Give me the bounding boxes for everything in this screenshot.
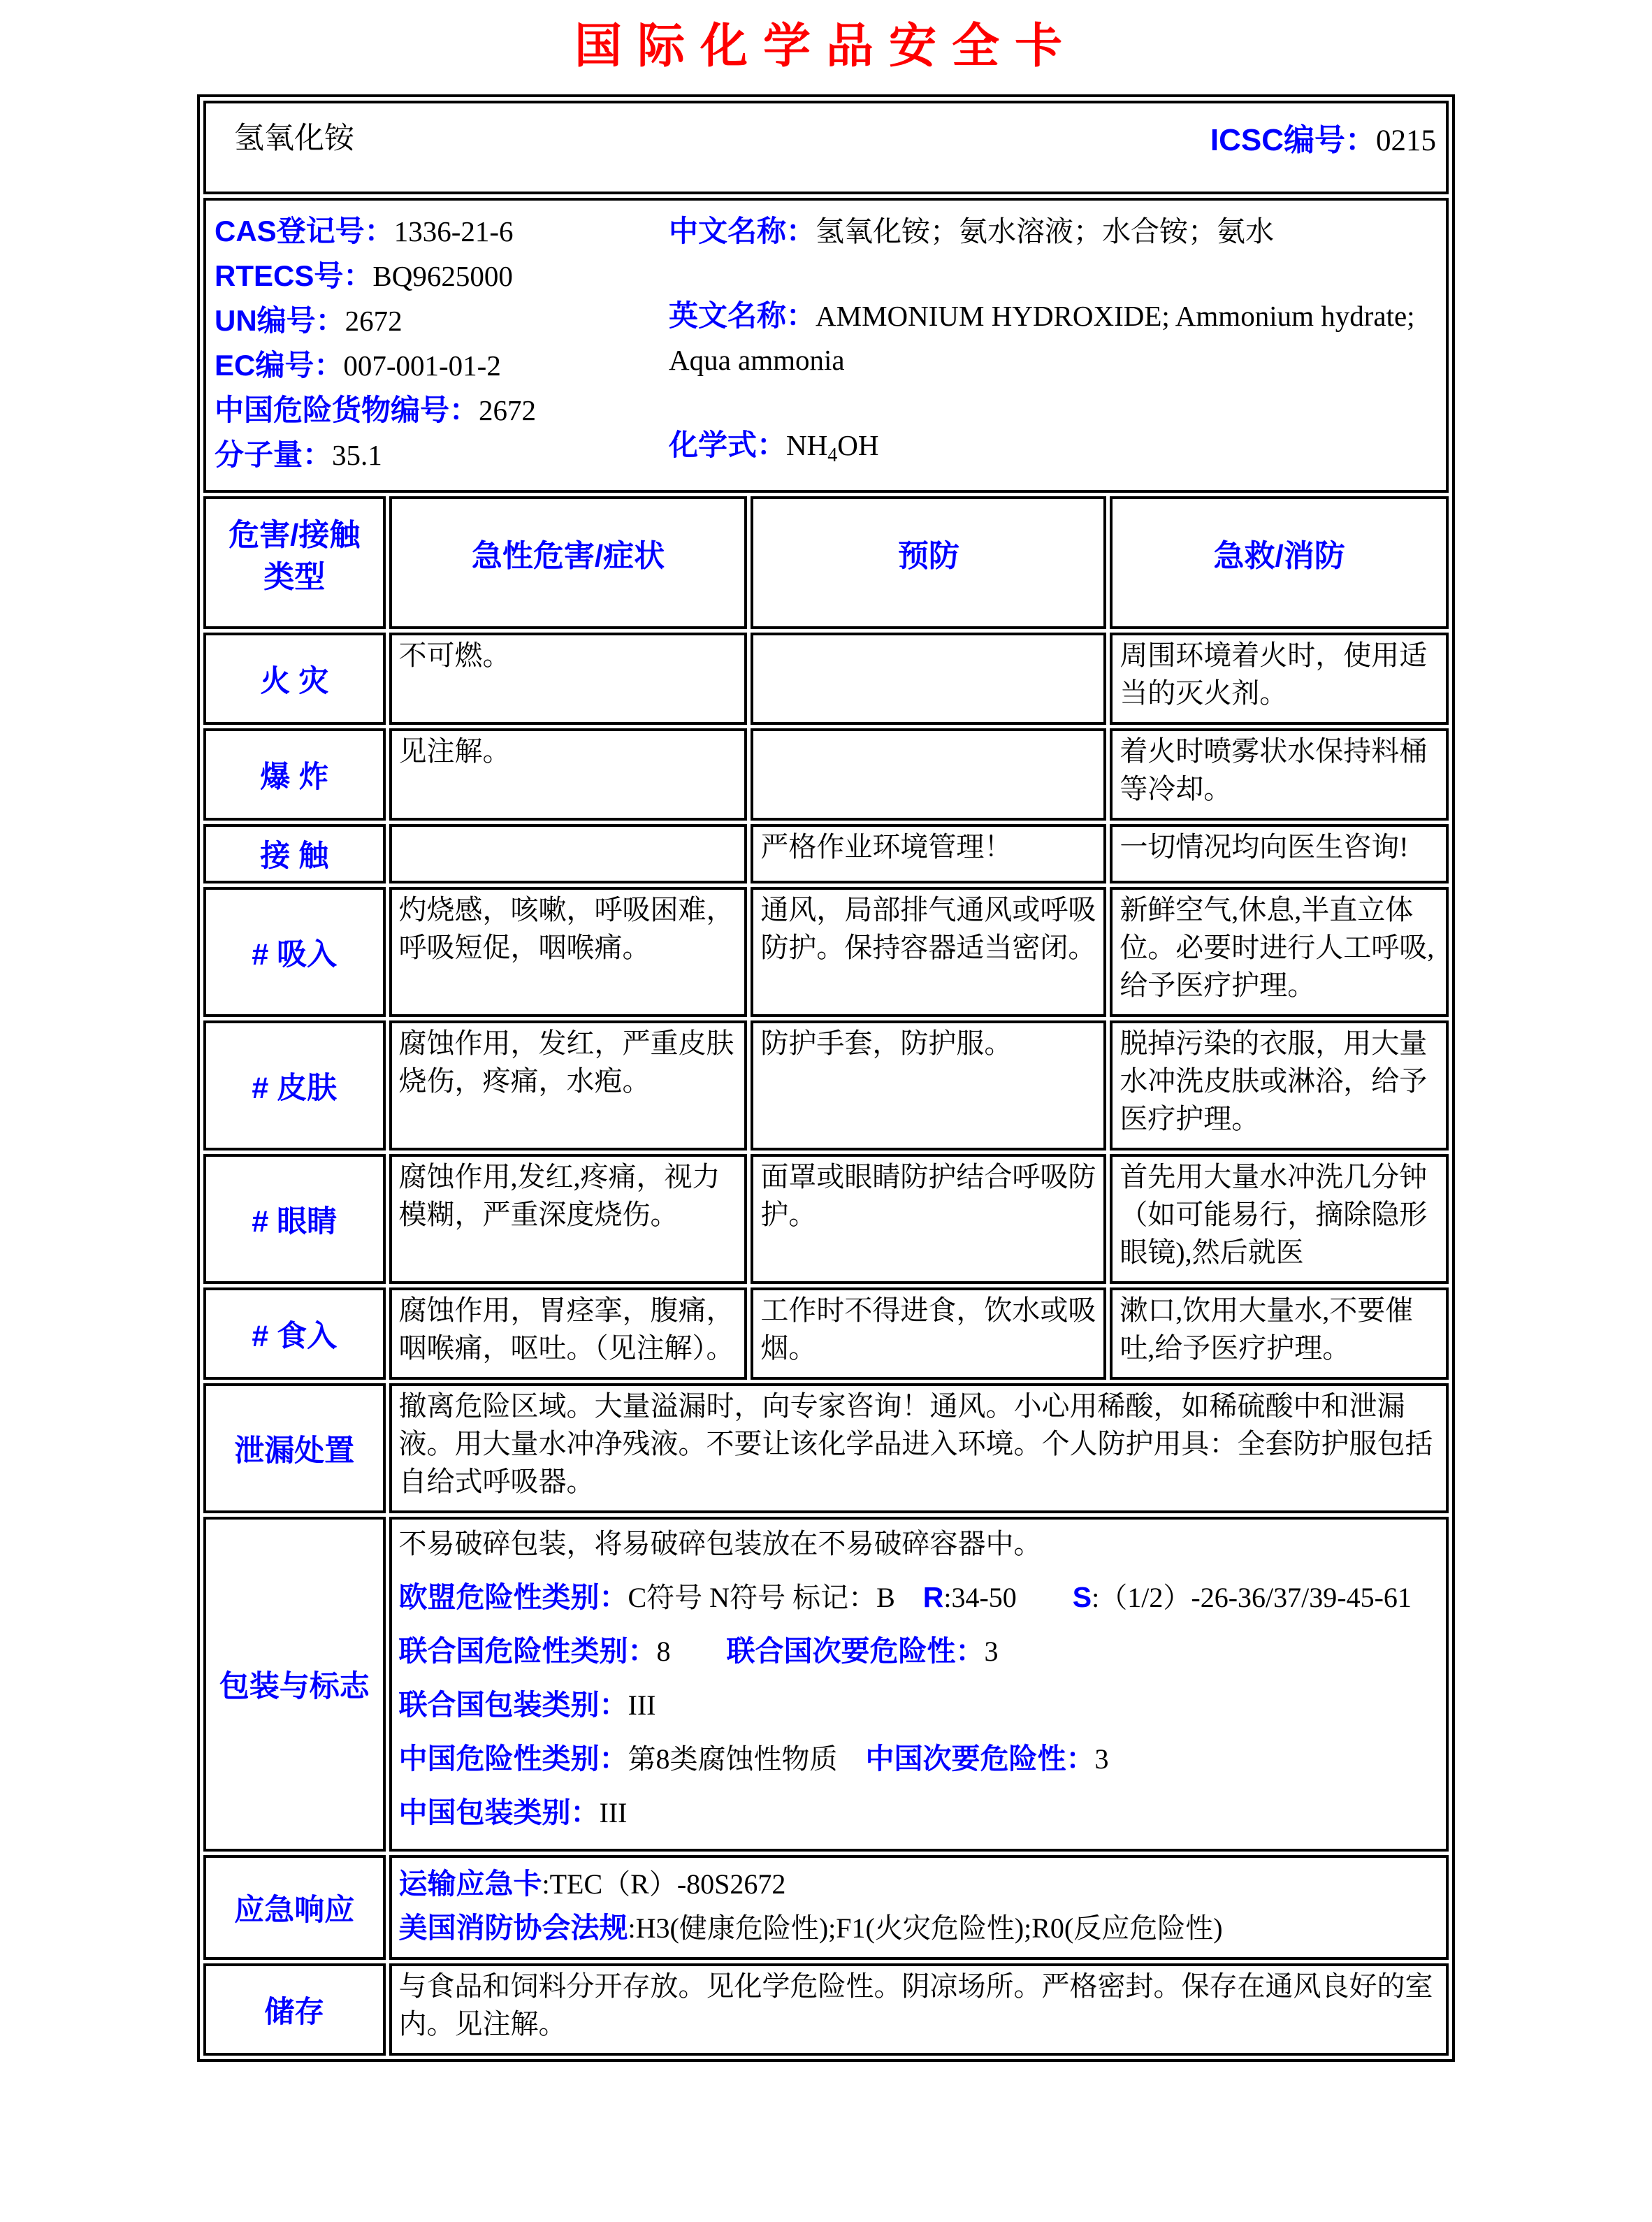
page-title: 国际化学品安全卡 [574,20,1078,73]
rtecs-label: RTECS号： [215,259,373,292]
packaging-intro: 不易破碎包装，将易破碎包装放在不易破碎容器中。 [398,1528,1042,1559]
emergency-row [203,1855,1449,1960]
spillage-label: 泄漏处置 [203,1383,386,1513]
eyes-symptoms: 腐蚀作用,发红,疼痛，视力模糊，严重深度烧伤。 [389,1154,748,1284]
nfpa-code-label: 美国消防协会法规 [398,1912,628,1944]
cn-subrisk-label: 中国次要危险性： [865,1743,1095,1775]
packaging-label: 包装与标志 [203,1517,386,1852]
skin-type-label: # 皮肤 [203,1020,386,1150]
packaging-cn-pack-line [399,1791,1442,1835]
eu-class-value: C符号 N符号 标记：B [628,1582,923,1613]
china-dg-label: 中国危险货物编号： [215,394,479,426]
exposure-type-label: 接 触 [203,824,386,883]
english-name-line [669,294,1435,382]
packaging-un-pack-line [399,1683,1442,1727]
ingestion-first-aid: 漱口,饮用大量水,不要催吐,给予医疗护理。 [1110,1287,1449,1380]
un-subrisk-label: 联合国次要危险性： [726,1635,985,1667]
eyes-prevention: 面罩或眼睛防护结合呼吸防护。 [751,1154,1106,1284]
molecular-weight-value: 35.1 [332,439,382,471]
hazard-row-ingestion [203,1287,1449,1380]
nfpa-code-value: :H3(健康危险性);F1(火灾危险性);R0(反应危险性) [628,1912,1223,1944]
ingestion-type-label: # 食入 [203,1287,386,1380]
hazard-row-exposure [203,824,1449,883]
header-hazard-type: 危害/接触类型 [203,496,386,629]
exposure-prevention: 严格作业环境管理！ [751,824,1106,883]
header-acute-hazards: 急性危害/症状 [389,496,748,629]
china-dg-number-line [215,388,669,433]
skin-first-aid: 脱掉污染的衣服，用大量水冲洗皮肤或淋浴，给予医疗护理。 [1110,1020,1449,1150]
r-phrases-value: :34-50 [943,1582,1073,1613]
hazard-row-inhalation [203,887,1449,1017]
hazard-row-eyes [203,1154,1449,1284]
un-pack-value: III [628,1689,656,1721]
molecular-weight-line [215,433,669,477]
card-header-row [203,101,1449,194]
explosion-symptoms: 见注解。 [389,728,748,821]
ingestion-symptoms: 腐蚀作用，胃痉挛，腹痛，咽喉痛，呕吐。（见注解）。 [389,1287,748,1380]
ec-value: 007-001-01-2 [343,349,501,382]
eyes-first-aid: 首先用大量水冲洗几分钟（如可能易行，摘除隐形眼镜),然后就医 [1110,1154,1449,1284]
identifier-names [669,209,1439,477]
english-name-label: 英文名称： [669,299,816,333]
icsc-number-value: 0215 [1376,124,1436,157]
fire-symptoms: 不可燃。 [389,633,748,725]
un-value: 2672 [345,305,403,337]
s-phrases-label: S [1072,1581,1092,1613]
inhalation-first-aid: 新鲜空气,休息,半直立体位。必要时进行人工呼吸,给予医疗护理。 [1110,887,1449,1017]
cn-class-value: 第8类腐蚀性物质 [628,1743,866,1775]
emergency-content [389,1855,1449,1960]
hazard-row-explosion [203,728,1449,821]
chinese-name-label: 中文名称： [669,215,816,247]
emergency-tec-line [399,1862,1442,1906]
card-header-cell [203,101,1449,194]
cas-number-line [215,209,669,254]
spillage-row [203,1383,1449,1513]
icsc-number-label: ICSC编号： [1210,123,1376,157]
ingestion-prevention: 工作时不得进食，饮水或吸烟。 [751,1287,1106,1380]
china-dg-value: 2672 [479,394,537,426]
explosion-type-label: 爆 炸 [203,728,386,821]
inhalation-symptoms: 灼烧感，咳嗽，呼吸困难，呼吸短促，咽喉痛。 [389,887,748,1017]
substance-name: 氢氧化铵 [234,122,354,155]
s-phrases-value: :（1/2）-26-36/37/39-45-61 [1092,1582,1412,1613]
formula-base: NH [786,428,828,461]
un-label: UN编号： [215,304,345,337]
identifiers-row [203,198,1449,493]
exposure-symptoms [389,824,748,883]
hazard-row-skin [203,1020,1449,1150]
un-class-label: 联合国危险性类别： [398,1635,657,1667]
hazard-header-row [203,496,1449,629]
rtecs-number-line [215,254,669,298]
packaging-eu-line [399,1575,1442,1619]
spillage-text: 撤离危险区域。大量溢漏时，向专家咨询！通风。小心用稀酸，如稀硫酸中和泄漏液。用大量水冲净残液。不要让该化学品进入环境。个人防护用具：全套防护服包括自给式呼吸器。 [389,1383,1449,1513]
ec-number-line [215,343,669,388]
formula-rest: OH [837,428,879,461]
formula-subscript: 4 [827,445,838,466]
header-prevention: 预防 [751,496,1106,629]
hazard-row-fire [203,633,1449,725]
ec-label: EC编号： [215,349,344,382]
cas-value: 1336-21-6 [393,215,514,247]
cn-class-label: 中国危险性类别： [398,1743,628,1775]
explosion-prevention [751,728,1106,821]
emergency-nfpa-line [399,1906,1442,1950]
inhalation-type-label: # 吸入 [203,887,386,1017]
skin-prevention: 防护手套，防护服。 [751,1020,1106,1150]
cn-pack-value: III [599,1797,628,1828]
eu-class-label: 欧盟危险性类别： [398,1581,628,1613]
storage-label: 储存 [203,1963,386,2056]
chinese-name-line [669,209,1435,254]
fire-prevention [751,633,1106,725]
cn-pack-label: 中国包装类别： [398,1796,600,1828]
inhalation-prevention: 通风，局部排气通风或呼吸防护。保持容器适当密闭。 [751,887,1106,1017]
formula-line [669,423,1435,477]
fire-first-aid: 周围环境着火时，使用适当的灭火剂。 [1110,633,1449,725]
packaging-cn-class-line [399,1737,1442,1781]
icsc-card [197,94,1455,2062]
storage-text: 与食品和饲料分开存放。见化学危险性。阴凉场所。严格密封。保存在通风良好的室内。见注解。 [389,1963,1449,2056]
chinese-name-value: 氢氧化铵；氨水溶液；水合铵；氨水 [816,215,1275,247]
header-first-aid: 急救/消防 [1110,496,1449,629]
formula-label: 化学式： [669,428,787,461]
emergency-label: 应急响应 [203,1855,386,1960]
storage-row [203,1963,1449,2056]
tec-card-value: :TEC（R）-80S2672 [542,1868,786,1900]
exposure-first-aid: 一切情况均向医生咨询! [1110,824,1449,883]
molecular-weight-label: 分子量： [215,438,333,471]
icsc-number [1210,115,1436,159]
packaging-row [203,1517,1449,1852]
un-subrisk-value: 3 [984,1636,999,1667]
skin-symptoms: 腐蚀作用，发红，严重皮肤烧伤，疼痛，水疱。 [389,1020,748,1150]
identifier-codes [215,209,669,477]
english-name-value: AMMONIUM HYDROXIDE; Ammonium hydrate; Aqua ammonia [669,300,1415,377]
r-phrases-label: R [922,1581,944,1613]
identifiers-cell [203,198,1449,493]
packaging-un-class-line [399,1629,1442,1673]
fire-type-label: 火 灾 [203,633,386,725]
explosion-first-aid: 着火时喷雾状水保持料桶等冷却。 [1110,728,1449,821]
un-pack-label: 联合国包装类别： [398,1689,628,1721]
tec-card-label: 运输应急卡 [398,1868,542,1900]
un-class-value: 8 [656,1636,727,1667]
formula-value [786,428,879,466]
cn-subrisk-value: 3 [1094,1743,1109,1775]
rtecs-value: BQ9625000 [372,260,513,292]
cas-label: CAS登记号： [215,215,394,247]
eyes-type-label: # 眼睛 [203,1154,386,1284]
un-number-line [215,298,669,343]
packaging-content [389,1517,1449,1852]
